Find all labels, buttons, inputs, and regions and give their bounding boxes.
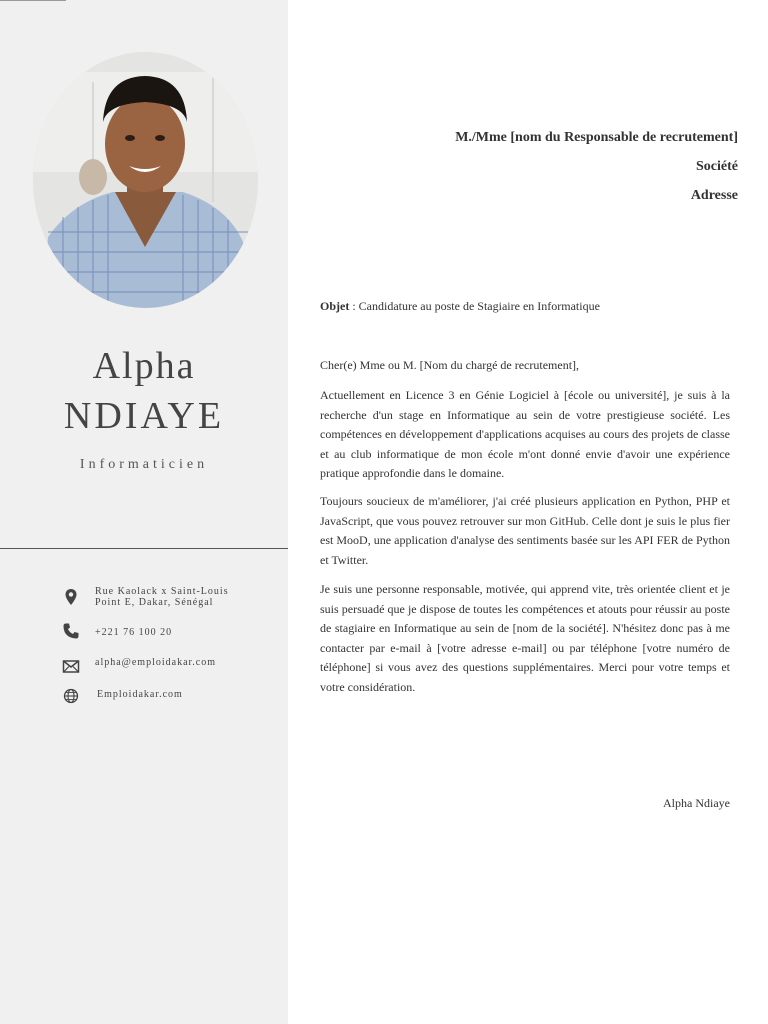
job-title: Informaticien [79, 457, 209, 472]
first-name: Alpha [92, 345, 196, 387]
signature: Alpha Ndiaye [663, 796, 730, 810]
recipient-name: M./Mme [nom du Responsable de recrutement] [455, 130, 738, 145]
paragraph-3: Je suis une personne responsable, motivée, qui apprend vite, très orientée client et je suis persuadé que je dispose de toutes les compétences et atouts pour réussir au poste de stagiaire en Informatique au sein de [nom de la société]. N'hésitez donc pas à me contacter par e-mail à [votre adresse e-mail] ou par téléphone [votre numéro de téléphone] si vous avez des questions supplémentaires. Merci pour votre temps et votre considération. [320, 582, 730, 694]
greeting: Cher(e) Mme ou M. [Nom du chargé de recrutement], [320, 358, 580, 372]
mail-icon [62, 657, 80, 675]
phone-icon [62, 622, 80, 640]
email-address: alpha@emploidakar.com [95, 657, 217, 668]
profile-photo [33, 52, 258, 308]
recipient-address: Adresse [690, 188, 738, 203]
subject-label: Objet [320, 299, 350, 313]
phone-number: +221 76 100 20 [95, 627, 173, 638]
recipient-company: Société [696, 159, 738, 174]
letter-body [288, 0, 768, 1024]
subject-line [320, 299, 600, 314]
paragraph-2: Toujours soucieux de m'améliorer, j'ai créé plusieurs application en Python, PHP et JavaScript, que vous pouvez retrouver sur mon GitHub. Celle dont je suis le plus fier est MooD, une application d'analyse des sentiments basée sur les API FER de Python et Twitter. [320, 494, 730, 567]
sidebar [0, 0, 288, 1024]
paragraph-1: Actuellement en Licence 3 en Génie Logiciel à [école ou université], je suis à la recherche d'un stage en Informatique au sein de votre prestigieuse société. Les compétences en développement d'applications acquises au cours des projets de classe et au club informatique de mon école m'ont donné envie d'avoir une expérience pratique approfondie dans le domaine. [320, 388, 730, 480]
last-name: NDIAYE [63, 395, 225, 437]
address-line-1: Rue Kaolack x Saint-Louis [95, 586, 229, 597]
address-line-2: Point E, Dakar, Sénégal [95, 597, 214, 608]
website: Emploidakar.com [97, 689, 183, 700]
globe-icon [62, 687, 80, 705]
top-rule [0, 0, 66, 1]
subject-text: : Candidature au poste de Stagiaire en Informatique [349, 299, 600, 313]
location-pin-icon [62, 588, 80, 606]
sidebar-divider [0, 548, 288, 549]
